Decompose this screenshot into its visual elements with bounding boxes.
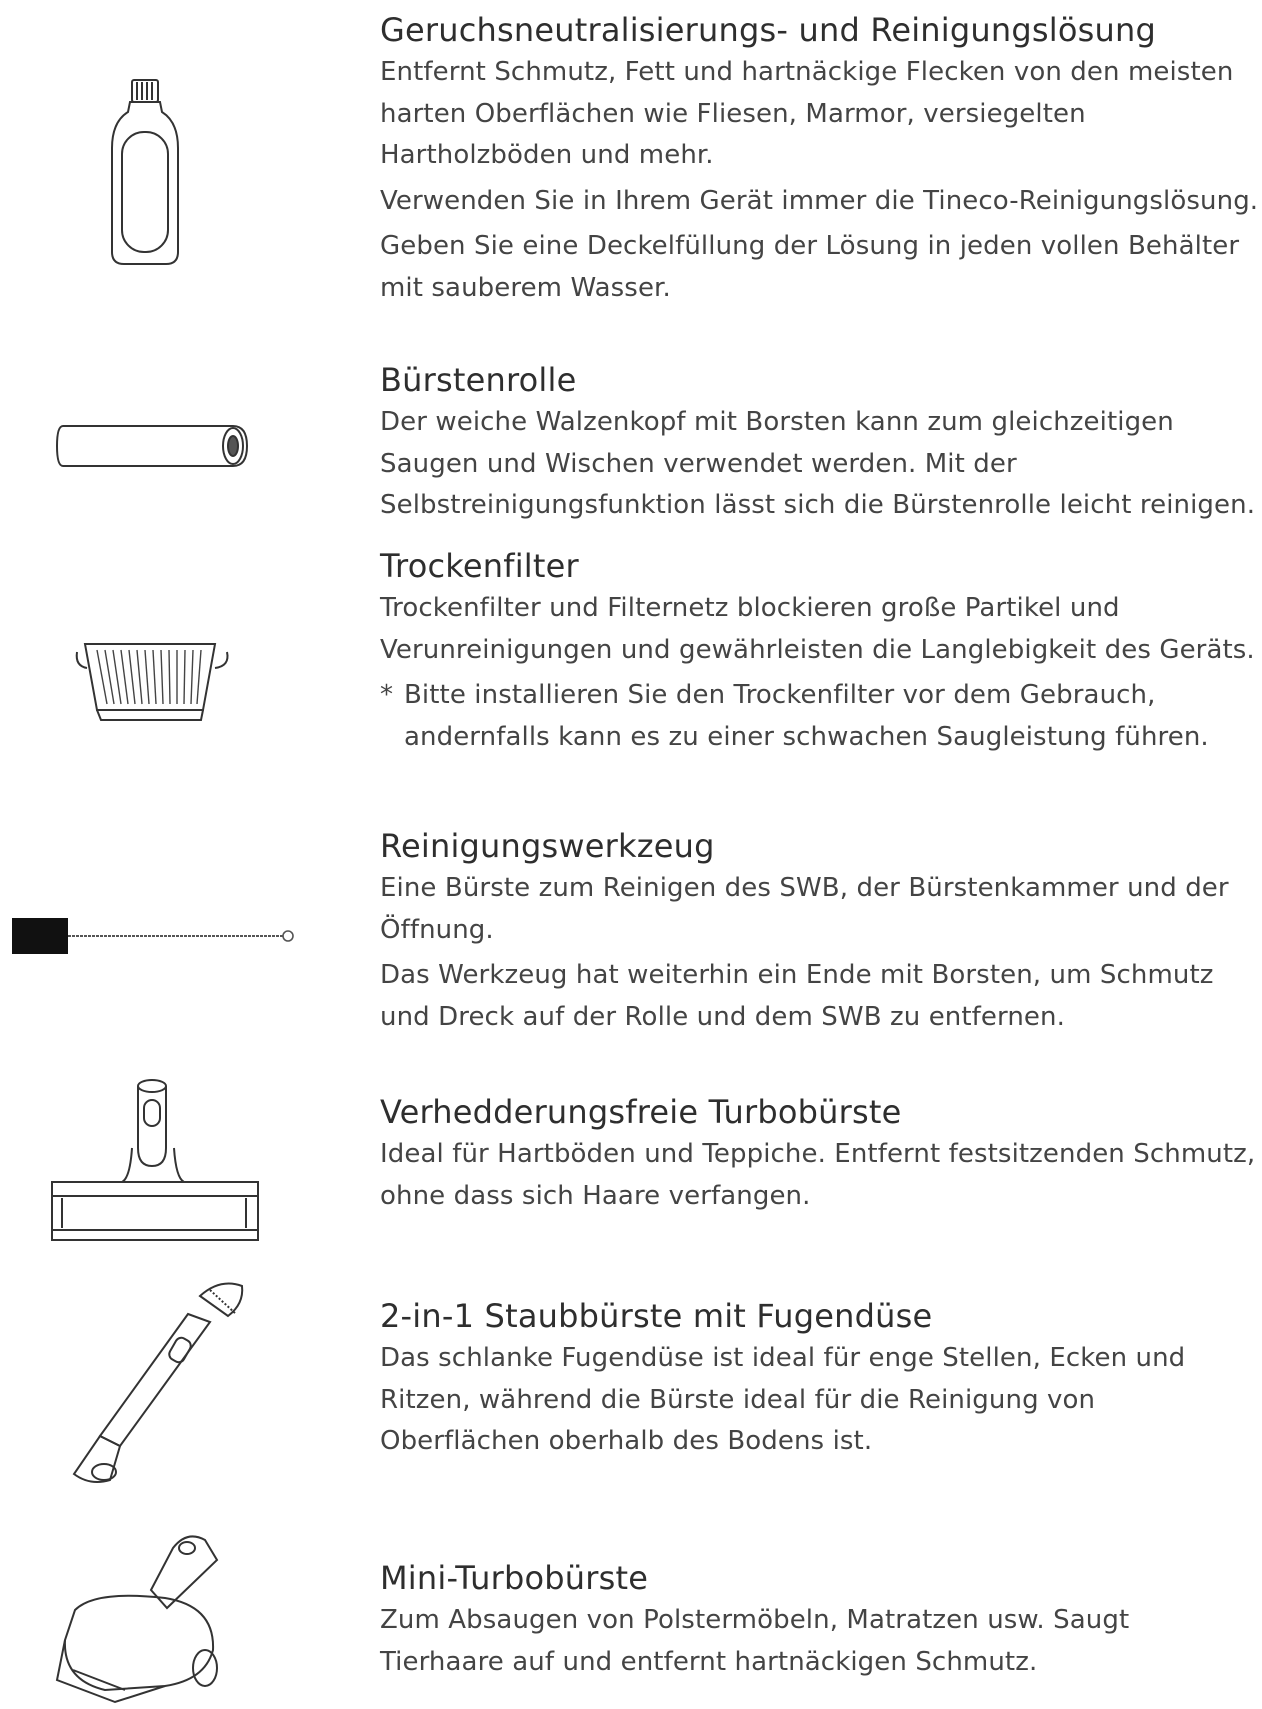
dust-brush-text — [380, 1296, 1260, 1467]
turbo-brush-icon — [50, 1078, 260, 1243]
item-description: Der weiche Walzenkopf mit Borsten kann zum gleichzeitigen Saugen und Wischen verwendet werden. Mit der Selbstreinigungsfunktion lässt sich die Bürstenrolle leicht reinigen. — [380, 407, 1256, 520]
mini-turbo-brush-icon — [55, 1530, 245, 1706]
cleaning-tool-text — [380, 826, 1260, 1042]
brush-roller-text — [380, 360, 1260, 531]
detergent-bottle-icon — [110, 78, 180, 268]
item-title: Verhedderungsfreie Turbobürste — [380, 1093, 902, 1131]
item-description: Ideal für Hartböden und Teppiche. Entfernt festsitzenden Schmutz, ohne dass sich Haare verfangen. — [380, 1139, 1256, 1211]
cleaning-tool-icon — [12, 916, 297, 956]
solution-text — [380, 10, 1260, 313]
item-note — [380, 675, 1260, 758]
item-title: Reinigungswerkzeug — [380, 827, 715, 865]
crevice-dust-brush-icon — [60, 1278, 250, 1488]
item-description: Zum Absaugen von Polstermöbeln, Matratzen usw. Saugt Tierhaare auf und entfernt hartnäckigen Schmutz. — [380, 1605, 1130, 1677]
item-title: Trockenfilter — [380, 547, 579, 585]
item-description: Trockenfilter und Filternetz blockieren große Partikel und Verunreinigungen und gewährleisten die Langlebigkeit des Geräts. — [380, 593, 1255, 665]
mini-turbo-text — [380, 1558, 1260, 1687]
dry-filter-text — [380, 546, 1260, 762]
item-title: Geruchsneutralisierungs- und Reinigungslösung — [380, 11, 1156, 49]
item-title: Bürstenrolle — [380, 361, 577, 399]
brush-roller-icon — [55, 424, 250, 468]
item-description: Das Werkzeug hat weiterhin ein Ende mit Borsten, um Schmutz und Dreck auf der Rolle und dem SWB zu entfernen. — [380, 960, 1214, 1032]
dry-filter-icon — [75, 632, 230, 722]
item-description: Eine Bürste zum Reinigen des SWB, der Bürstenkammer und der Öffnung. — [380, 873, 1229, 945]
item-description: Verwenden Sie in Ihrem Gerät immer die Tineco-Reinigungslösung. — [380, 185, 1259, 216]
item-description: Entfernt Schmutz, Fett und hartnäckige Flecken von den meisten harten Oberflächen wie Fliesen, Marmor, versiegelten Hartholzböden und mehr. — [380, 57, 1234, 170]
item-description: Geben Sie eine Deckelfüllung der Lösung in jeden vollen Behälter mit sauberem Wasser. — [380, 231, 1240, 303]
note-marker: * — [380, 680, 394, 710]
item-description: Das schlanke Fugendüse ist ideal für enge Stellen, Ecken und Ritzen, während die Bürste ideal für die Reinigung von Oberflächen oberhalb des Bodens ist. — [380, 1343, 1186, 1456]
note-text: Bitte installieren Sie den Trockenfilter vor dem Gebrauch, andernfalls kann es zu einer schwachen Saugleistung führen. — [404, 680, 1209, 752]
item-title: Mini-Turbobürste — [380, 1559, 649, 1597]
turbo-brush-text — [380, 1092, 1260, 1221]
item-title: 2-in-1 Staubbürste mit Fugendüse — [380, 1297, 933, 1335]
